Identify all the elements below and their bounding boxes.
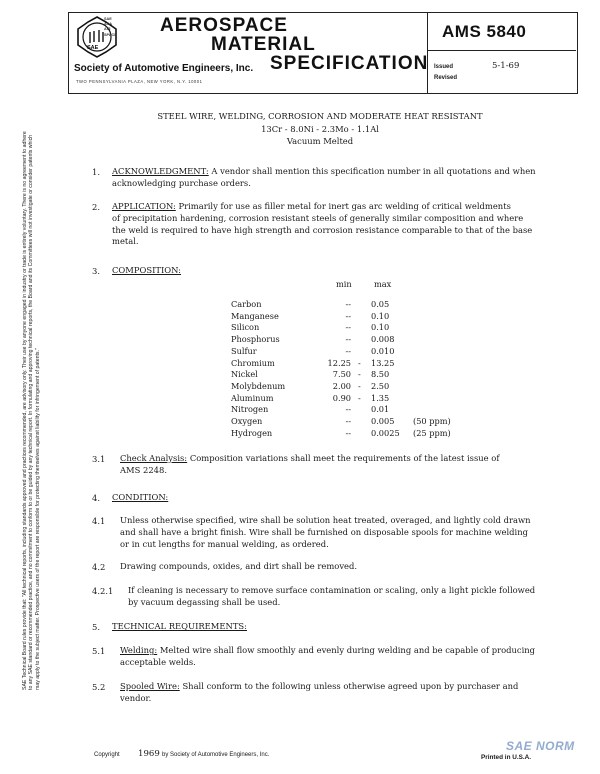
section-5-1 [120,645,535,669]
composition-max: 0.10 [371,322,390,333]
composition-note [413,393,453,405]
section-2 [112,201,532,248]
composition-element: Nickel [231,369,258,380]
title-material: MATERIAL [211,34,316,55]
paragraph-line: Primarily for use as filler metal for inert gas arc welding of critical weldments [178,201,511,211]
composition-row [231,381,453,393]
composition-element: Hydrogen [231,427,273,438]
section-number: 2. [92,202,100,212]
composition-max: 8.50 [371,369,390,380]
section-number: 3. [92,266,100,276]
composition-min: -- [345,345,351,356]
composition-min: -- [345,310,351,321]
composition-min: 0.90 [332,392,351,403]
copyright-holder: by Society of Automotive Engineers, Inc. [162,752,270,758]
title-aerospace: AEROSPACE [160,15,288,36]
society-name: Society of Automotive Engineers, Inc. [74,63,254,74]
composition-min: 12.25 [327,357,351,368]
composition-note [413,299,453,311]
section-heading: CONDITION: [112,492,169,502]
composition-max: 0.05 [371,299,390,309]
watermark: SAE NORM [506,739,575,753]
composition-note [413,381,453,393]
composition-min: -- [345,334,351,345]
composition-note [413,404,453,416]
section-3-1 [120,453,499,477]
section-4-1 [120,515,531,550]
section-heading: COMPOSITION: [112,265,182,275]
composition-element: Phosphorus [231,334,280,345]
section-heading: ACKNOWLEDGMENT: [112,166,209,176]
composition-row [231,299,453,311]
paragraph-line: and shall have a bright finish. Wire shall be furnished on disposable spools for machine welding [120,526,528,537]
header-divider [428,50,576,51]
composition-element: Carbon [231,299,262,309]
paragraph-line: vendor. [120,692,152,703]
section-heading: Welding: [120,645,158,655]
composition-max: 13.25 [371,357,395,368]
section-heading: Check Analysis: [120,453,188,463]
composition-max: 0.10 [371,310,390,321]
composition-row [231,404,453,416]
doc-title-line2: 13Cr - 8.0Ni - 2.3Mo - 1.1Al [261,124,379,134]
ams-number: AMS 5840 [442,22,527,41]
composition-row [231,416,453,428]
section-heading: Spooled Wire: [120,681,180,691]
paragraph-line: A vendor shall mention this specification number in all quotations and when [211,166,536,176]
composition-min: -- [345,322,351,333]
logo-label: SPACE [104,32,117,37]
section-5-2 [120,681,518,705]
composition-note: (25 ppm) [413,427,451,438]
composition-dash: - [358,392,361,403]
paragraph-line: If cleaning is necessary to remove surface contamination or scaling, only a light pickle followed [128,585,536,595]
logo-label: ASA [104,22,113,27]
composition-table [231,299,453,439]
logo-labels [104,17,117,38]
section-number: 5.2 [92,682,106,692]
composition-note [413,346,453,358]
section-1 [112,166,536,190]
revised-label: Revised [434,75,458,81]
composition-body [231,299,453,439]
paragraph-line: AMS 2248. [120,464,167,475]
composition-row [231,369,453,381]
composition-min: -- [345,404,351,415]
composition-row [231,346,453,358]
paragraph-line: of precipitation hardening, corrosion resistant steels of generally similar composition and where [112,212,524,223]
logo-label: SAE [104,17,112,21]
composition-min: -- [345,416,351,427]
issued-date: 5-1-69 [492,61,520,71]
composition-dash: - [358,369,361,380]
composition-note [413,369,453,381]
composition-element: Aluminum [231,392,274,403]
doc-title-line1: STEEL WIRE, WELDING, CORROSION AND MODERATE HEAT RESISTANT [157,111,483,121]
paragraph-line: Composition variations shall meet the requirements of the latest issue of [189,453,500,463]
composition-element: Silicon [231,322,260,333]
paragraph-line: metal. [112,236,139,247]
composition-max: 0.010 [371,345,395,356]
section-number: 4.1 [92,516,106,526]
composition-min: -- [345,299,351,309]
section-heading: TECHNICAL REQUIREMENTS: [112,621,247,631]
section-4-2: Drawing compounds, oxides, and dirt shall be removed. [120,561,358,571]
composition-note [413,311,453,323]
paragraph-line: Melted wire shall flow smoothly and evenly during welding and be capable of producing [159,645,536,655]
section-heading: APPLICATION: [112,201,176,211]
min-header: min [336,279,352,289]
section-4-2-1 [128,585,535,609]
composition-row [231,322,453,334]
composition-note [413,358,453,370]
composition-dash: - [358,380,361,391]
section-number: 4.2 [92,562,106,572]
composition-row [231,428,453,440]
logo-label: AIR [104,27,111,32]
section-number: 5. [92,622,100,632]
paragraph-line: acceptable welds. [120,656,196,667]
composition-row [231,393,453,405]
composition-max: 1.35 [371,392,390,403]
paragraph-line: by vacuum degassing shall be used. [128,596,281,607]
composition-note [413,334,453,346]
section-number: 1. [92,167,100,177]
composition-element: Molybdenum [231,380,286,391]
printed-in: Printed in U.S.A. [481,754,532,761]
composition-note [413,322,453,334]
paragraph-line: acknowledging purchase orders. [112,177,251,188]
composition-max: 0.008 [371,334,395,345]
composition-row [231,334,453,346]
composition-element: Manganese [231,310,279,321]
paragraph-line: Unless otherwise specified, wire shall be solution heat treated, overaged, and lightly cold drawn [120,515,531,525]
max-header: max [374,279,392,289]
section-number: 5.1 [92,646,106,656]
paragraph-line: or in cut lengths for manual welding, as ordered. [120,538,329,549]
copyright-label: Copyright [94,752,120,758]
title-specification: SPECIFICATION [270,53,429,74]
svg-text:SAE: SAE [87,45,99,51]
composition-element: Sulfur [231,345,257,356]
composition-min: 2.00 [332,380,351,391]
paragraph-line: Shall conform to the following unless otherwise agreed upon by purchaser and [182,681,519,691]
composition-min: -- [345,427,351,438]
composition-dash: - [358,357,361,368]
paragraph-line: the weld is required to have high strength and corrosion resistance comparable to that of the base [112,224,533,235]
section-number: 4.2.1 [92,586,114,596]
section-number: 4. [92,493,100,503]
issued-label: Issued [434,64,454,70]
composition-max: 2.50 [371,380,390,391]
composition-note: (50 ppm) [413,416,451,427]
composition-max: 0.005 [371,416,395,427]
composition-element: Oxygen [231,416,263,427]
patent-disclaimer-sidebar: SAE Technical Board rules provide that: "All technical reports, including standards approved and practices recommended, are advisory only. Their use by anyone engaged in industry or trade is entirely voluntary. There is no agreement to adhere to any SAE standard or recommended practice, and no commitment to conform to or be guided by any technical report. In formulating and approving technical reports, the Board and its Committees will not investigate or consider patents which may apply to the subject matter. Prospective users of the report are responsible for protecting themselves against liability for infringement of patents." [22,131,41,690]
composition-element: Chromium [231,357,275,368]
doc-title-line3: Vacuum Melted [286,136,354,146]
section-number: 3.1 [92,454,106,464]
society-address: TWO PENNSYLVANIA PLAZA, NEW YORK, N.Y. 10001 [76,79,203,84]
composition-max: 0.0025 [371,427,400,438]
composition-row [231,311,453,323]
composition-min: 7.50 [332,369,351,380]
composition-max: 0.01 [371,404,390,415]
composition-element: Nitrogen [231,404,269,415]
composition-row [231,358,453,370]
copyright-year: 1969 [138,749,160,759]
